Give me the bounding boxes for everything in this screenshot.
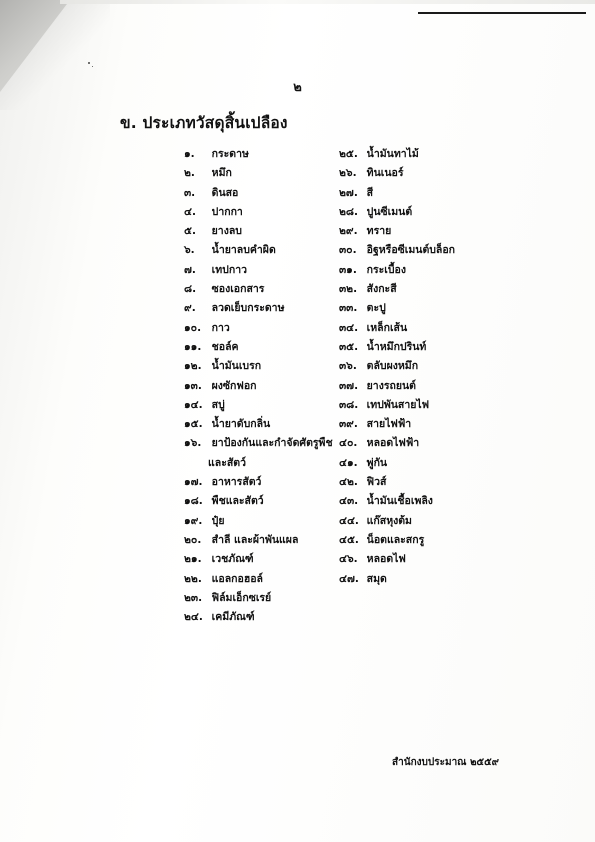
item-number: ๒๐. <box>184 533 202 546</box>
item-label: ยางรถยนต์ <box>366 379 416 392</box>
list-item <box>184 608 334 627</box>
item-label: แก๊สหุงต้ม <box>366 514 412 527</box>
left-item-list <box>184 145 334 627</box>
item-label: หลอดไฟฟ้า <box>366 437 420 450</box>
list-item <box>184 184 334 203</box>
item-label: ตลับผงหมึก <box>366 360 419 373</box>
item-label: น้ำยาดับกลิ่น <box>211 418 271 431</box>
list-item <box>184 473 334 492</box>
list-item <box>339 280 509 299</box>
item-number: ๑๗. <box>184 476 203 489</box>
item-label: เทปพันสายไฟ <box>366 398 430 411</box>
item-number: ๓๖. <box>339 360 357 373</box>
list-item <box>184 512 334 531</box>
item-label: ตะปู <box>366 302 386 315</box>
item-number: ๑๐. <box>184 321 202 334</box>
list-item <box>184 589 334 608</box>
list-item <box>339 338 509 357</box>
item-label: ปุ๋ย <box>211 514 225 527</box>
item-number: ๒๙. <box>339 225 358 238</box>
item-label: สบู่ <box>211 398 225 411</box>
item-number: ๔๓. <box>339 495 359 508</box>
item-label: กระดาษ <box>211 148 249 160</box>
item-number: ๙. <box>184 302 196 315</box>
item-label: ผงซักฟอก <box>211 379 257 392</box>
list-item <box>339 357 509 376</box>
item-label: ฟิล์มเอ็กซเรย์ <box>211 591 272 604</box>
list-item <box>184 357 334 376</box>
item-number: ๒๒. <box>184 572 202 585</box>
item-label: เคมีภัณฑ์ <box>211 611 255 624</box>
item-number: ๓๗. <box>339 379 359 392</box>
item-number: ๑๓. <box>184 379 202 392</box>
section-title: ข. ประเภทวัสดุสิ้นเปลือง <box>120 114 288 132</box>
list-item <box>339 415 509 434</box>
item-number: ๔๗. <box>339 572 359 585</box>
list-item <box>339 241 509 260</box>
list-item <box>184 550 334 569</box>
list-item <box>339 434 509 453</box>
item-label: เทปกาว <box>211 263 247 276</box>
item-label: สี <box>366 186 374 199</box>
list-item <box>184 377 334 396</box>
item-number: ๒๕. <box>339 148 358 160</box>
list-item <box>339 454 509 473</box>
list-item <box>184 280 334 299</box>
item-number: ๑. <box>184 148 195 160</box>
item-number: ๔๕. <box>339 533 359 546</box>
item-label: หลอดไฟ <box>366 553 406 566</box>
scan-speck <box>92 66 93 67</box>
list-item <box>184 319 334 338</box>
item-number: ๖. <box>184 244 195 257</box>
list-item <box>339 145 509 164</box>
scan-speck <box>88 62 90 64</box>
item-number: ๒๖. <box>339 167 357 180</box>
list-item <box>184 492 334 511</box>
list-item <box>184 396 334 415</box>
list-item <box>339 492 509 511</box>
top-rule-line <box>418 12 586 14</box>
item-number: ๒๗. <box>339 186 358 199</box>
list-item <box>184 531 334 550</box>
item-label: ดินสอ <box>211 186 239 199</box>
item-label: แอลกอฮอล์ <box>211 572 263 585</box>
list-item <box>184 241 334 260</box>
list-item <box>339 550 509 569</box>
right-item-list <box>339 145 509 589</box>
item-number: ๑๑. <box>184 340 202 353</box>
item-label: ซองเอกสาร <box>211 283 265 296</box>
list-item <box>339 164 509 183</box>
item-number: ๒๓. <box>184 591 203 604</box>
list-item <box>184 415 334 434</box>
page-top-edge <box>60 0 595 4</box>
item-label: ยาป้องกันและกำจัดศัตรูพืช <box>211 437 333 450</box>
item-number: ๕. <box>184 225 196 238</box>
item-label: เวชภัณฑ์ <box>211 553 254 566</box>
item-number: ๔๒. <box>339 476 358 489</box>
item-label: พู่กัน <box>366 456 388 469</box>
footer-office-year: สำนักงบประมาณ ๒๕๕๙ <box>392 757 499 768</box>
item-label: ปูนซีเมนต์ <box>366 205 413 218</box>
list-item <box>184 338 334 357</box>
list-item <box>339 319 509 338</box>
item-number: ๓๙. <box>339 418 358 431</box>
item-number: ๔๖. <box>339 553 358 566</box>
list-item <box>184 203 334 222</box>
item-number: ๘. <box>184 283 197 296</box>
list-item <box>339 299 509 318</box>
item-label: ยางลบ <box>211 225 242 238</box>
item-number: ๒๔. <box>184 611 203 624</box>
list-item <box>184 570 334 589</box>
list-item <box>184 299 334 318</box>
list-item <box>339 473 509 492</box>
item-label: ทราย <box>366 225 392 238</box>
list-item <box>184 222 334 241</box>
item-label: น้ำยาลบคำผิด <box>211 244 276 257</box>
item-label: น็อตและสกรู <box>366 533 425 546</box>
item-label: สังกะสี <box>366 283 397 296</box>
item-number: ๑๕. <box>184 418 203 431</box>
item-number: ๔. <box>184 205 196 218</box>
item-label: ชอล์ค <box>211 340 239 353</box>
item-number: ๔๐. <box>339 437 358 450</box>
item-label: กาว <box>211 321 230 334</box>
item-number: ๓๔. <box>339 321 359 334</box>
item-label: น้ำมันเชื้อเพลิง <box>366 495 433 508</box>
list-item <box>184 164 334 183</box>
item-label: เหล็กเส้น <box>366 321 408 334</box>
item-label: สายไฟฟ้า <box>366 418 412 431</box>
list-item <box>339 377 509 396</box>
item-number: ๑๔. <box>184 398 203 411</box>
item-label: อาหารสัตว์ <box>211 476 262 489</box>
item-label: ลวดเย็บกระดาษ <box>211 302 285 315</box>
item-label: น้ำมันเบรก <box>211 360 262 373</box>
item-label: น้ำมันทาไม้ <box>366 148 419 160</box>
list-item <box>184 145 334 164</box>
list-item <box>339 222 509 241</box>
item-number: ๔๔. <box>339 514 359 527</box>
item-number: ๓๓. <box>339 302 358 315</box>
item-number: ๓๐. <box>339 244 357 257</box>
item-label: น้ำหมึกปรินท์ <box>366 340 427 353</box>
item-label: พืชและสัตว์ <box>211 495 264 508</box>
list-item <box>339 570 509 589</box>
item-number: ๓๕. <box>339 340 359 353</box>
item-label: สำลี และผ้าพันแผล <box>211 533 299 546</box>
item-number: ๒๘. <box>339 205 359 218</box>
item-number: ๑๖. <box>184 437 202 450</box>
item-label: กระเบื้อง <box>366 263 406 276</box>
list-item <box>339 531 509 550</box>
item-label: สมุด <box>366 572 387 585</box>
item-number: ๑๘. <box>184 495 203 508</box>
item-label: หมึก <box>211 167 232 180</box>
item-number: ๓๘. <box>339 398 359 411</box>
item-number: ๓. <box>184 186 196 199</box>
page-number: ๒ <box>293 80 302 95</box>
list-item <box>184 434 334 473</box>
item-number: ๗. <box>184 263 196 276</box>
item-number: ๒. <box>184 167 195 180</box>
item-label: ปากกา <box>211 205 243 218</box>
list-item <box>339 184 509 203</box>
item-number: ๑๒. <box>184 360 202 373</box>
item-number: ๓๑. <box>339 263 357 276</box>
item-label: อิฐหรือซีเมนต์บล็อก <box>366 244 456 257</box>
list-item <box>339 203 509 222</box>
list-item <box>339 396 509 415</box>
list-item <box>339 261 509 280</box>
item-number: ๑๙. <box>184 514 203 527</box>
list-item <box>339 512 509 531</box>
item-label: ทินเนอร์ <box>366 167 404 180</box>
item-label: ฟิวส์ <box>366 476 387 489</box>
item-number: ๒๑. <box>184 553 202 566</box>
list-item <box>184 261 334 280</box>
item-number: ๓๒. <box>339 283 358 296</box>
item-label-continuation: และสัตว์ <box>208 456 246 469</box>
item-number: ๔๑. <box>339 456 358 469</box>
